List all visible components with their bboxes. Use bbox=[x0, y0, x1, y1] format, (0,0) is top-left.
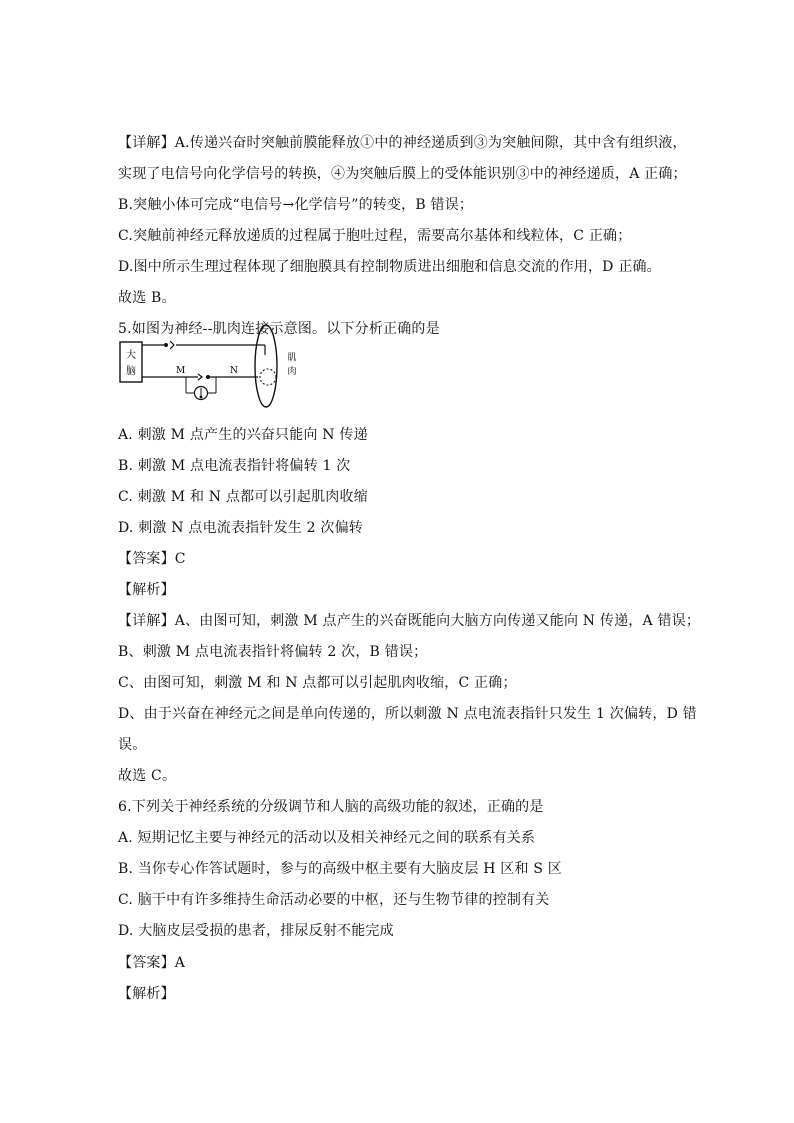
nerve-muscle-diagram bbox=[118, 322, 318, 410]
option-d: D. 刺激 N 点电流表指针发生 2 次偏转 bbox=[118, 520, 363, 536]
question-stem: 6.下列关于神经系统的分级调节和人脑的高级功能的叙述，正确的是 bbox=[118, 799, 544, 815]
answer-line: 【答案】C bbox=[118, 551, 186, 567]
option-c: C. 刺激 M 和 N 点都可以引起肌肉收缩 bbox=[118, 489, 368, 505]
muscle-label-1: 肌 bbox=[287, 353, 297, 363]
option-b: B. 当你专心作答试题时，参与的高级中枢主要有大脑皮层 H 区和 S 区 bbox=[118, 861, 562, 877]
brain-label-2: 脑 bbox=[126, 366, 136, 377]
option-b: B. 刺激 M 点电流表指针将偏转 1 次 bbox=[118, 458, 351, 474]
synapse-arrow bbox=[170, 341, 174, 349]
muscle-label-2: 肉 bbox=[287, 367, 297, 377]
option-a: A. 刺激 M 点产生的兴奋只能向 N 传递 bbox=[118, 427, 368, 443]
galvanometer-pivot bbox=[200, 396, 203, 399]
explanation-line: C.突触前神经元释放递质的过程属于胞吐过程，需要高尔基体和线粒体，C 正确； bbox=[118, 228, 632, 244]
synapse-arrow-2 bbox=[198, 374, 202, 380]
explanation-line: 实现了电信号向化学信号的转换，④为突触后膜上的受体能识别③中的神经递质，A 正确； bbox=[118, 166, 687, 182]
explanation-line: 【详解】A.传递兴奋时突触前膜能释放①中的神经递质到③为突触间隙，其中含有组织液， bbox=[118, 135, 687, 151]
explanation-line: B.突触小体可完成“电信号→化学信号”的转变，B 错误； bbox=[118, 197, 474, 213]
option-a: A. 短期记忆主要与神经元的活动以及相关神经元之间的联系有关系 bbox=[118, 830, 536, 846]
neuromuscular-junction bbox=[260, 369, 276, 385]
answer-line: 【答案】A bbox=[118, 955, 186, 971]
brain-label-1: 大 bbox=[126, 350, 136, 361]
analysis-heading: 【解析】 bbox=[118, 986, 175, 1002]
conclusion-line: 故选 B。 bbox=[118, 290, 176, 306]
option-d: D. 大脑皮层受损的患者，排尿反射不能完成 bbox=[118, 923, 394, 939]
synapse-dot bbox=[164, 343, 168, 347]
explanation-line: D.图中所示生理过程体现了细胞膜具有控制物质进出细胞和信息交流的作用，D 正确。 bbox=[118, 259, 661, 275]
option-c: C. 脑干中有许多维持生命活动必要的中枢，还与生物节律的控制有关 bbox=[118, 892, 550, 908]
explanation-line: 误。 bbox=[118, 737, 147, 753]
explanation-line: C、由图可知，刺激 M 和 N 点都可以引起肌肉收缩，C 正确； bbox=[118, 675, 517, 691]
question-stem: 5.如图为神经--肌肉连接示意图。以下分析正确的是 bbox=[118, 321, 440, 337]
point-m-label: M bbox=[176, 366, 186, 376]
muscle-outline bbox=[255, 325, 277, 407]
explanation-line: 【详解】A、由图可知，刺激 M 点产生的兴奋既能向大脑方向传递又能向 N 传递，A 错误； bbox=[118, 613, 701, 629]
explanation-line: D、由于兴奋在神经元之间是单向传递的，所以刺激 N 点电流表指针只发生 1 次偏转，D 错 bbox=[118, 706, 697, 722]
analysis-heading: 【解析】 bbox=[118, 582, 175, 598]
conclusion-line: 故选 C。 bbox=[118, 768, 177, 784]
point-n-label: N bbox=[230, 366, 238, 376]
explanation-line: B、刺激 M 点电流表指针将偏转 2 次，B 错误； bbox=[118, 644, 428, 660]
